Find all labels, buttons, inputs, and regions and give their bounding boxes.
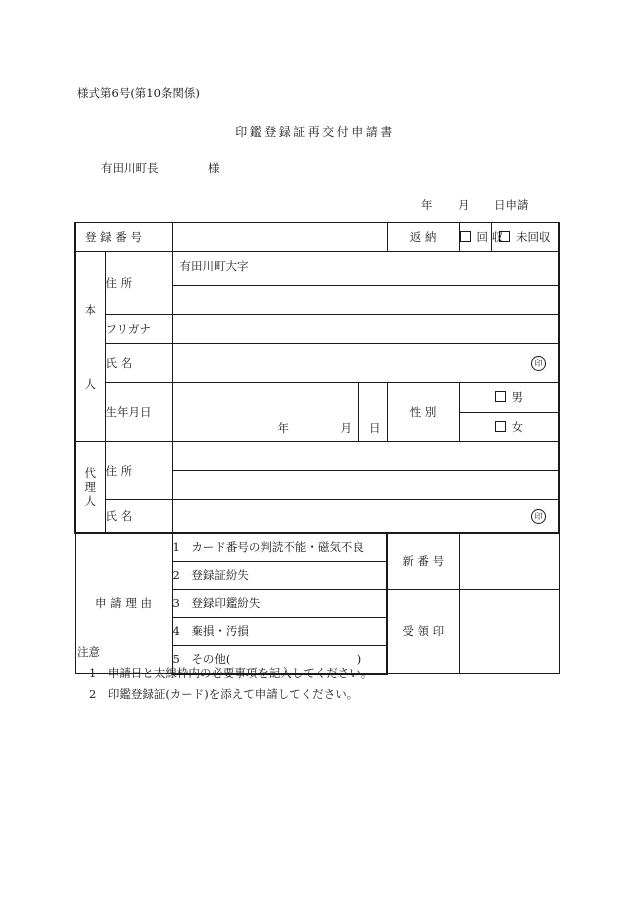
collected-checkbox[interactable] (460, 231, 471, 242)
reason-option-4[interactable]: 4 棄損・汚損 (172, 617, 387, 645)
agent-address-line-1[interactable] (172, 442, 559, 471)
page-title: 印鑑登録証再交付申請書 (235, 125, 395, 139)
principal-address-label: 住 所 (105, 252, 172, 315)
furigana-field[interactable] (172, 315, 559, 344)
furigana-label: フリガナ (105, 315, 172, 344)
application-day-label: 日申請 (494, 198, 529, 212)
collected-option[interactable]: 回 収 (459, 223, 491, 252)
agent-section-label: 代 理 人 (75, 442, 105, 533)
new-number-field[interactable] (459, 533, 559, 590)
male-checkbox[interactable] (495, 391, 506, 402)
notes-section (77, 642, 372, 705)
application-month-label: 月 (458, 198, 470, 212)
principal-address-line-1[interactable]: 有田川町大字 (172, 252, 559, 286)
seal-icon: 印 (531, 509, 546, 524)
application-reason-label: 申 請 理 由 (75, 533, 172, 674)
registration-number-label: 登 録 番 号 (85, 230, 142, 244)
return-label: 返 納 (387, 223, 459, 252)
agent-address-line-2[interactable] (172, 471, 559, 500)
female-option[interactable]: 女 (459, 412, 559, 442)
notes-heading: 注意 (77, 645, 100, 659)
not-collected-option[interactable]: 未回収 (491, 223, 559, 252)
female-checkbox[interactable] (495, 421, 506, 432)
note-item: 2 印鑑登録証(カード)を添えて申請してください。 (89, 687, 359, 701)
addressee: 有田川町長 (101, 161, 159, 175)
principal-section-label: 本 人 (75, 252, 105, 442)
principal-name-label: 氏 名 (105, 344, 172, 383)
note-item: 1 申請日と太線枠内の必要事項を記入してください。 (89, 666, 373, 680)
seal-icon: 印 (531, 356, 546, 371)
new-number-label: 新 番 号 (387, 533, 459, 590)
gender-label: 性 別 (387, 383, 459, 442)
principal-address-line-2[interactable] (172, 286, 559, 315)
reason-option-1[interactable]: 1 カード番号の判読不能・磁気不良 (172, 533, 387, 562)
birth-date-day-cell: 日 (358, 383, 387, 442)
not-collected-checkbox[interactable] (499, 231, 510, 242)
receipt-seal-field[interactable] (459, 589, 559, 674)
reason-option-5[interactable]: 5 その他( ) (172, 645, 387, 674)
agent-address-label: 住 所 (105, 442, 172, 500)
reason-option-3[interactable]: 3 登録印鑑紛失 (172, 589, 387, 617)
receipt-seal-label: 受 領 印 (387, 589, 459, 674)
male-option[interactable]: 男 (459, 383, 559, 413)
application-form-table (74, 222, 560, 675)
form-number: 様式第6号(第10条関係) (77, 86, 200, 100)
principal-name-field[interactable] (172, 344, 559, 383)
registration-number-field[interactable] (172, 223, 387, 252)
application-year-label: 年 (421, 198, 433, 212)
addressee-suffix: 様 (208, 161, 220, 175)
reason-option-2[interactable]: 2 登録証紛失 (172, 561, 387, 589)
birth-date-field[interactable]: 年 月 (172, 383, 358, 442)
agent-name-label: 氏 名 (105, 500, 172, 533)
birth-date-label: 生年月日 (105, 383, 172, 442)
agent-name-field[interactable] (172, 500, 559, 533)
